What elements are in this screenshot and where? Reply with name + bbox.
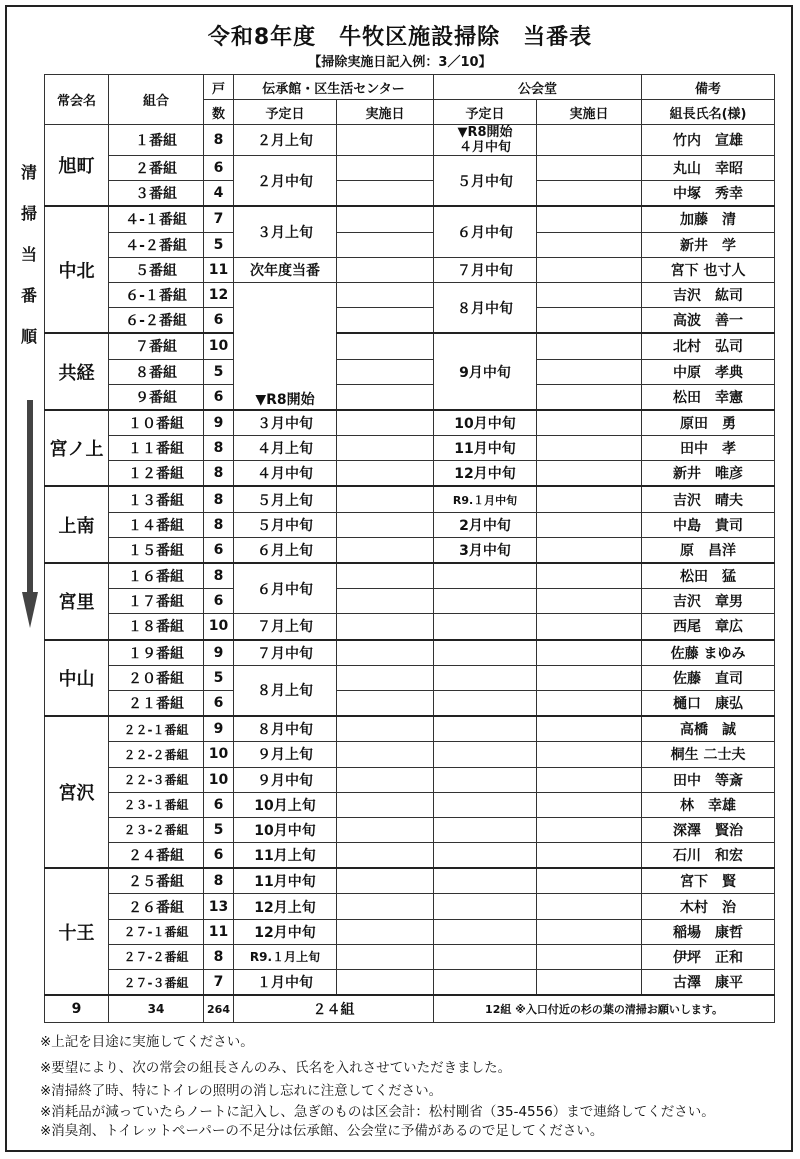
households-cell: 10 bbox=[204, 614, 234, 640]
f1-done-cell bbox=[337, 614, 434, 640]
group-cell: ２３-２番組 bbox=[109, 817, 204, 842]
f2-planned-cell: 9月中旬 bbox=[434, 333, 537, 410]
f2-done-cell bbox=[537, 970, 642, 996]
f1-planned-cell: 10月上旬 bbox=[234, 792, 337, 817]
f2-done-cell bbox=[537, 944, 642, 969]
f2-done-cell bbox=[537, 308, 642, 334]
f1-planned-cell: ３月中旬 bbox=[234, 410, 337, 436]
area-cell: 十王 bbox=[45, 868, 109, 995]
f1-planned-cell: 11月中旬 bbox=[234, 868, 337, 894]
leader-cell: 石川 和宏 bbox=[642, 843, 775, 869]
f2-done-cell bbox=[537, 742, 642, 767]
households-cell: 6 bbox=[204, 843, 234, 869]
f1-planned-cell: ６月中旬 bbox=[234, 563, 337, 614]
area-cell: 旭町 bbox=[45, 125, 109, 207]
group-cell: ２３-１番組 bbox=[109, 792, 204, 817]
side-label bbox=[14, 160, 44, 365]
households-cell: 9 bbox=[204, 410, 234, 436]
f1-planned-cell: ５月上旬 bbox=[234, 486, 337, 512]
f1-planned-cell: ７月中旬 bbox=[234, 640, 337, 666]
f2-done-cell bbox=[537, 919, 642, 944]
f1-planned-cell: ３月上旬 bbox=[234, 206, 337, 257]
group-cell: ２４番組 bbox=[109, 843, 204, 869]
note-3: ※清掃終了時、特にトイレの照明の消し忘れに注意してください。 bbox=[40, 1083, 443, 1099]
f2-done-cell bbox=[537, 563, 642, 589]
leader-cell: 原 昌洋 bbox=[642, 537, 775, 563]
f1-planned-cell: ９月中旬 bbox=[234, 767, 337, 792]
f2-planned-cell bbox=[434, 716, 537, 742]
page-subtitle: 【掃除実施日記入例：3／10】 bbox=[308, 55, 492, 70]
households-cell: 11 bbox=[204, 919, 234, 944]
group-cell: ６-１番組 bbox=[109, 282, 204, 307]
f1-done-cell bbox=[337, 512, 434, 537]
f1-planned-cell: ２月中旬 bbox=[234, 156, 337, 207]
header-area: 常会名 bbox=[45, 75, 109, 125]
f1-planned-cell: R9.１月上旬 bbox=[234, 944, 337, 969]
f2-done-cell bbox=[537, 843, 642, 869]
header-households-bottom: 数 bbox=[204, 100, 234, 125]
group-cell: １９番組 bbox=[109, 640, 204, 666]
f1-done-cell bbox=[337, 690, 434, 716]
households-cell: 12 bbox=[204, 282, 234, 307]
leader-cell: 宮下 也寸人 bbox=[642, 257, 775, 282]
households-cell: 4 bbox=[204, 181, 234, 207]
area-cell: 宮ノ上 bbox=[45, 410, 109, 487]
group-cell: ２０番組 bbox=[109, 665, 204, 690]
group-cell: ４-２番組 bbox=[109, 232, 204, 257]
f1-done-cell bbox=[337, 640, 434, 666]
households-cell: 9 bbox=[204, 716, 234, 742]
f2-planned-cell: ７月中旬 bbox=[434, 257, 537, 282]
leader-cell: 丸山 幸昭 bbox=[642, 156, 775, 181]
f1-done-cell bbox=[337, 589, 434, 614]
header-remarks: 備考 bbox=[642, 75, 775, 100]
households-cell: 10 bbox=[204, 742, 234, 767]
f1-done-cell bbox=[337, 716, 434, 742]
leader-cell: 稲場 康哲 bbox=[642, 919, 775, 944]
households-cell: 7 bbox=[204, 206, 234, 232]
f1-done-cell bbox=[337, 817, 434, 842]
area-cell: 宮里 bbox=[45, 563, 109, 640]
households-cell: 6 bbox=[204, 589, 234, 614]
households-cell: 5 bbox=[204, 665, 234, 690]
f2-done-cell bbox=[537, 410, 642, 436]
group-cell: ２７-２番組 bbox=[109, 944, 204, 969]
households-cell: 9 bbox=[204, 640, 234, 666]
f2-done-cell bbox=[537, 384, 642, 410]
f1-planned-cell: 11月上旬 bbox=[234, 843, 337, 869]
households-cell: 6 bbox=[204, 537, 234, 563]
households-cell: 6 bbox=[204, 308, 234, 334]
area-cell: 中山 bbox=[45, 640, 109, 717]
leader-cell: 西尾 章広 bbox=[642, 614, 775, 640]
note-4: ※消耗品が減っていたらノートに記入し、急ぎのものは区会計：松村剛省（35-4556）まで連絡してください。 bbox=[40, 1104, 715, 1120]
f1-done-cell bbox=[337, 944, 434, 969]
f1-planned-cell: ４月中旬 bbox=[234, 461, 337, 487]
leader-cell: 高橋 誠 bbox=[642, 716, 775, 742]
f1-done-cell bbox=[337, 359, 434, 384]
households-cell: 10 bbox=[204, 767, 234, 792]
f2-done-cell bbox=[537, 359, 642, 384]
leader-cell: 吉沢 章男 bbox=[642, 589, 775, 614]
f1-planned-cell: ４月上旬 bbox=[234, 436, 337, 461]
header-group: 組合 bbox=[109, 75, 204, 125]
households-cell: 6 bbox=[204, 156, 234, 181]
total-f1: ２４組 bbox=[234, 995, 434, 1023]
f2-done-cell bbox=[537, 716, 642, 742]
total-households: 264 bbox=[204, 995, 234, 1023]
group-cell: ２６番組 bbox=[109, 894, 204, 919]
note-2: ※要望により、次の常会の組長さんのみ、氏名を入れさせていただきました。 bbox=[40, 1060, 512, 1076]
households-cell: 11 bbox=[204, 257, 234, 282]
leader-cell: 佐藤 まゆみ bbox=[642, 640, 775, 666]
header-f1-done: 実施日 bbox=[337, 100, 434, 125]
f2-planned-cell bbox=[434, 125, 537, 156]
households-cell: 5 bbox=[204, 232, 234, 257]
leader-cell: 宮下 賢 bbox=[642, 868, 775, 894]
header-leader: 組長氏名(様) bbox=[642, 100, 775, 125]
f1-done-cell bbox=[337, 461, 434, 487]
f2-planned-cell: ８月中旬 bbox=[434, 282, 537, 333]
f2-planned-cell bbox=[434, 563, 537, 589]
arrow-down-icon bbox=[22, 400, 38, 630]
f2-planned-cell: R9.１月中旬 bbox=[434, 486, 537, 512]
f1-done-cell bbox=[337, 282, 434, 307]
f2-done-cell bbox=[537, 792, 642, 817]
group-cell: １３番組 bbox=[109, 486, 204, 512]
f2-done-cell bbox=[537, 181, 642, 207]
households-cell: 8 bbox=[204, 512, 234, 537]
leader-cell: 桐生 二士夫 bbox=[642, 742, 775, 767]
area-cell: 上南 bbox=[45, 486, 109, 563]
f2-planned-cell bbox=[434, 742, 537, 767]
leader-cell: 深澤 賢治 bbox=[642, 817, 775, 842]
group-cell: ２７-１番組 bbox=[109, 919, 204, 944]
group-cell: ２２-２番組 bbox=[109, 742, 204, 767]
group-cell: １７番組 bbox=[109, 589, 204, 614]
f2-done-cell bbox=[537, 512, 642, 537]
f2-planned-cell: ５月中旬 bbox=[434, 156, 537, 207]
header-f2-done: 実施日 bbox=[537, 100, 642, 125]
leader-cell: 田中 孝 bbox=[642, 436, 775, 461]
f1-done-cell bbox=[337, 156, 434, 181]
f1-planned-cell: ８月中旬 bbox=[234, 716, 337, 742]
households-cell: 6 bbox=[204, 384, 234, 410]
f2-planned-cell bbox=[434, 589, 537, 614]
leader-cell: 吉沢 晴夫 bbox=[642, 486, 775, 512]
f1-done-cell bbox=[337, 665, 434, 690]
f1-planned-cell: ６月上旬 bbox=[234, 537, 337, 563]
group-cell: １４番組 bbox=[109, 512, 204, 537]
group-cell: ５番組 bbox=[109, 257, 204, 282]
group-cell: １６番組 bbox=[109, 563, 204, 589]
leader-cell: 北村 弘司 bbox=[642, 333, 775, 359]
f1-planned-cell: ７月上旬 bbox=[234, 614, 337, 640]
f1-done-cell bbox=[337, 919, 434, 944]
households-cell: 7 bbox=[204, 970, 234, 996]
f2-done-cell bbox=[537, 589, 642, 614]
f1-done-cell bbox=[337, 792, 434, 817]
f2-done-cell bbox=[537, 767, 642, 792]
f1-done-cell bbox=[337, 742, 434, 767]
f2-planned-cell bbox=[434, 767, 537, 792]
f2-done-cell bbox=[537, 156, 642, 181]
leader-cell: 新井 唯彦 bbox=[642, 461, 775, 487]
header-facility2: 公会堂 bbox=[434, 75, 642, 100]
group-cell: １２番組 bbox=[109, 461, 204, 487]
f2-done-cell bbox=[537, 125, 642, 156]
f2-planned-cell: 12月中旬 bbox=[434, 461, 537, 487]
group-cell: １８番組 bbox=[109, 614, 204, 640]
households-cell: 8 bbox=[204, 944, 234, 969]
leader-cell: 林 幸雄 bbox=[642, 792, 775, 817]
group-cell: １５番組 bbox=[109, 537, 204, 563]
f2-done-cell bbox=[537, 640, 642, 666]
f2-date: ４月中旬 bbox=[459, 140, 512, 155]
f1-done-cell bbox=[337, 436, 434, 461]
f2-planned-cell: 11月中旬 bbox=[434, 436, 537, 461]
leader-cell: 中塚 秀幸 bbox=[642, 181, 775, 207]
f1-done-cell bbox=[337, 767, 434, 792]
f1-done-cell bbox=[337, 232, 434, 257]
leader-cell: 松田 幸憲 bbox=[642, 384, 775, 410]
f1-planned-cell: １月中旬 bbox=[234, 970, 337, 996]
households-cell: 8 bbox=[204, 461, 234, 487]
side-label-char: 当 bbox=[20, 245, 37, 264]
leader-cell: 中島 貴司 bbox=[642, 512, 775, 537]
f2-planned-cell bbox=[434, 919, 537, 944]
f1-done-cell bbox=[337, 384, 434, 410]
f1-planned-cell: 12月上旬 bbox=[234, 894, 337, 919]
f2-planned-cell: ６月中旬 bbox=[434, 206, 537, 257]
f2-done-cell bbox=[537, 537, 642, 563]
f1-done-cell bbox=[337, 206, 434, 232]
group-cell: １１番組 bbox=[109, 436, 204, 461]
f2-done-cell bbox=[537, 665, 642, 690]
group-cell: ３番組 bbox=[109, 181, 204, 207]
leader-cell: 竹内 宣雄 bbox=[642, 125, 775, 156]
group-cell: ６-２番組 bbox=[109, 308, 204, 334]
f1-done-cell bbox=[337, 308, 434, 334]
leader-cell: 吉沢 紘司 bbox=[642, 282, 775, 307]
households-cell: 8 bbox=[204, 868, 234, 894]
group-cell: ２１番組 bbox=[109, 690, 204, 716]
side-label-char: 番 bbox=[20, 286, 37, 305]
f2-planned-cell bbox=[434, 640, 537, 666]
f1-planned-cell: ９月上旬 bbox=[234, 742, 337, 767]
households-cell: 8 bbox=[204, 486, 234, 512]
schedule-table bbox=[44, 74, 775, 1023]
leader-cell: 樋口 康弘 bbox=[642, 690, 775, 716]
f1-done-cell bbox=[337, 894, 434, 919]
area-cell: 宮沢 bbox=[45, 716, 109, 868]
group-cell: １０番組 bbox=[109, 410, 204, 436]
group-cell: ２２-３番組 bbox=[109, 767, 204, 792]
note-1: ※上記を目途に実施してください。 bbox=[40, 1034, 254, 1050]
f1-done-cell bbox=[337, 843, 434, 869]
f2-done-cell bbox=[537, 232, 642, 257]
f2-planned-cell bbox=[434, 894, 537, 919]
page-title: 令和8年度 牛牧区施設掃除 当番表 bbox=[207, 25, 593, 50]
f1-planned-cell: ▼R8開始 bbox=[234, 282, 337, 409]
f1-planned-cell: 12月中旬 bbox=[234, 919, 337, 944]
f2-done-cell bbox=[537, 206, 642, 232]
note-5: ※消臭剤、トイレットペーパーの不足分は伝承館、公会堂に予備があるので足してください。 bbox=[40, 1123, 604, 1139]
group-cell: ８番組 bbox=[109, 359, 204, 384]
f2-done-cell bbox=[537, 614, 642, 640]
f2-planned-cell: 3月中旬 bbox=[434, 537, 537, 563]
leader-cell: 田中 等斎 bbox=[642, 767, 775, 792]
group-cell: ２７-３番組 bbox=[109, 970, 204, 996]
f2-start-mark: ▼R8開始 bbox=[457, 125, 513, 140]
f1-done-cell bbox=[337, 125, 434, 156]
leader-cell: 松田 猛 bbox=[642, 563, 775, 589]
f2-planned-cell bbox=[434, 690, 537, 716]
leader-cell: 新井 学 bbox=[642, 232, 775, 257]
header-facility1: 伝承館・区生活センター bbox=[234, 75, 434, 100]
households-cell: 10 bbox=[204, 333, 234, 359]
leader-cell: 中原 孝典 bbox=[642, 359, 775, 384]
f2-done-cell bbox=[537, 817, 642, 842]
group-cell: ２番組 bbox=[109, 156, 204, 181]
f1-planned-cell: ５月中旬 bbox=[234, 512, 337, 537]
header-f2-planned: 予定日 bbox=[434, 100, 537, 125]
leader-cell: 伊坪 正和 bbox=[642, 944, 775, 969]
households-cell: 13 bbox=[204, 894, 234, 919]
f1-done-cell bbox=[337, 563, 434, 589]
total-groups: 34 bbox=[109, 995, 204, 1023]
area-cell: 共経 bbox=[45, 333, 109, 410]
leader-cell: 原田 勇 bbox=[642, 410, 775, 436]
f2-planned-cell bbox=[434, 843, 537, 869]
f1-done-cell bbox=[337, 410, 434, 436]
f2-done-cell bbox=[537, 436, 642, 461]
households-cell: 6 bbox=[204, 690, 234, 716]
f1-planned-cell: ２月上旬 bbox=[234, 125, 337, 156]
header-households-top: 戸 bbox=[204, 75, 234, 100]
f1-done-cell bbox=[337, 486, 434, 512]
group-cell: ９番組 bbox=[109, 384, 204, 410]
f2-planned-cell bbox=[434, 944, 537, 969]
f2-planned-cell: 10月中旬 bbox=[434, 410, 537, 436]
f1-done-cell bbox=[337, 181, 434, 207]
f1-done-cell bbox=[337, 868, 434, 894]
f1-planned-cell: ８月上旬 bbox=[234, 665, 337, 716]
f2-planned-cell bbox=[434, 868, 537, 894]
group-cell: １番組 bbox=[109, 125, 204, 156]
f2-done-cell bbox=[537, 333, 642, 359]
f1-done-cell bbox=[337, 257, 434, 282]
households-cell: 8 bbox=[204, 563, 234, 589]
households-cell: 8 bbox=[204, 436, 234, 461]
f2-done-cell bbox=[537, 486, 642, 512]
leader-cell: 木村 治 bbox=[642, 894, 775, 919]
f2-done-cell bbox=[537, 690, 642, 716]
households-cell: 8 bbox=[204, 125, 234, 156]
group-cell: ４-１番組 bbox=[109, 206, 204, 232]
group-cell: ２５番組 bbox=[109, 868, 204, 894]
f2-planned-cell: 2月中旬 bbox=[434, 512, 537, 537]
leader-cell: 加藤 清 bbox=[642, 206, 775, 232]
group-cell: ７番組 bbox=[109, 333, 204, 359]
households-cell: 5 bbox=[204, 817, 234, 842]
side-label-char: 清 bbox=[20, 163, 37, 182]
f1-done-cell bbox=[337, 970, 434, 996]
f2-planned-cell bbox=[434, 817, 537, 842]
group-cell: ２２-１番組 bbox=[109, 716, 204, 742]
f2-done-cell bbox=[537, 257, 642, 282]
f2-done-cell bbox=[537, 461, 642, 487]
households-cell: 5 bbox=[204, 359, 234, 384]
f2-planned-cell bbox=[434, 970, 537, 996]
total-f2-note: 12組 ※入口付近の杉の葉の清掃お願いします。 bbox=[434, 995, 775, 1023]
total-areas: 9 bbox=[45, 995, 109, 1023]
f1-done-cell bbox=[337, 333, 434, 359]
leader-cell: 高波 善一 bbox=[642, 308, 775, 334]
f1-planned-cell: 10月中旬 bbox=[234, 817, 337, 842]
f2-done-cell bbox=[537, 282, 642, 307]
header-f1-planned: 予定日 bbox=[234, 100, 337, 125]
area-cell: 中北 bbox=[45, 206, 109, 333]
leader-cell: 古澤 康平 bbox=[642, 970, 775, 996]
households-cell: 6 bbox=[204, 792, 234, 817]
f1-planned-cell: 次年度当番 bbox=[234, 257, 337, 282]
leader-cell: 佐藤 直司 bbox=[642, 665, 775, 690]
f2-done-cell bbox=[537, 894, 642, 919]
side-label-char: 順 bbox=[20, 327, 37, 346]
f1-done-cell bbox=[337, 537, 434, 563]
f2-done-cell bbox=[537, 868, 642, 894]
f2-planned-cell bbox=[434, 665, 537, 690]
side-label-char: 掃 bbox=[20, 204, 37, 223]
f2-planned-cell bbox=[434, 792, 537, 817]
f2-planned-cell bbox=[434, 614, 537, 640]
